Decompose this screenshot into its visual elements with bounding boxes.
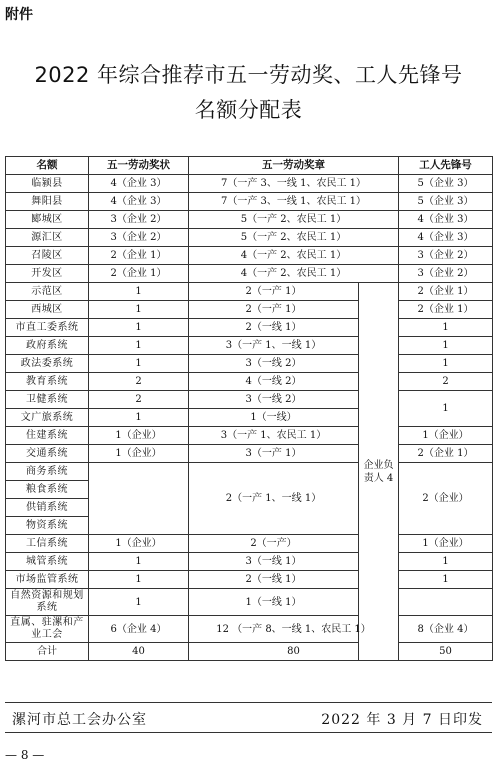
unit-name-cell: 商务系统 [6, 463, 89, 481]
total-award-cell: 40 [89, 643, 189, 661]
labor-medal-cell: 2（一产） [189, 535, 359, 553]
unit-name-cell: 召陵区 [6, 247, 89, 265]
unit-name-cell: 交通系统 [6, 445, 89, 463]
labor-award-cell: 2 [89, 373, 189, 391]
issue-date: 2022 年 3 月 7 日印发 [321, 712, 483, 728]
labor-medal-cell: 1（一线） [189, 409, 359, 427]
table-row [6, 535, 493, 553]
table-row [6, 553, 493, 571]
labor-award-cell: 6（企业 4） [89, 616, 189, 643]
table-row [6, 265, 493, 283]
header-labor-award: 五一劳动奖状 [89, 157, 189, 175]
labor-award-cell: 3（企业 2） [89, 211, 189, 229]
labor-award-cell [89, 463, 189, 535]
table-row [6, 643, 493, 661]
worker-pioneer-cell: 5（企业 3） [399, 175, 493, 193]
unit-name-cell: 舞阳县 [6, 193, 89, 211]
worker-pioneer-cell [399, 589, 493, 616]
worker-pioneer-cell: 2（企业） [399, 463, 493, 535]
worker-pioneer-cell: 1 [399, 571, 493, 589]
worker-pioneer-cell: 3（企业 2） [399, 265, 493, 283]
worker-pioneer-cell: 1 [399, 355, 493, 373]
labor-medal-cell: 3（一产 1） [189, 445, 359, 463]
labor-award-cell: 2（企业 1） [89, 247, 189, 265]
table-row [6, 175, 493, 193]
labor-award-cell: 1 [89, 589, 189, 616]
footer-rule-top [5, 702, 492, 703]
labor-medal-cell: 2（一线 1） [189, 319, 359, 337]
header-worker-pioneer: 工人先锋号 [399, 157, 493, 175]
labor-medal-cell: 3（一线 2） [189, 391, 359, 409]
table-row [6, 391, 493, 409]
worker-pioneer-cell: 3（企业 2） [399, 247, 493, 265]
unit-name-cell: 源汇区 [6, 229, 89, 247]
table-row [6, 571, 493, 589]
labor-medal-cell: 4（一线 2） [189, 373, 359, 391]
labor-medal-cell: 1（一线 1） [189, 589, 359, 616]
worker-pioneer-cell: 2（企业 1） [399, 283, 493, 301]
worker-pioneer-cell: 1 [399, 553, 493, 571]
table-row [6, 616, 493, 643]
unit-name-cell: 示范区 [6, 283, 89, 301]
labor-award-cell: 2（企业 1） [89, 265, 189, 283]
labor-medal-cell: 2（一产 1） [189, 283, 359, 301]
labor-award-cell: 4（企业 3） [89, 175, 189, 193]
labor-award-cell: 1 [89, 571, 189, 589]
enterprise-leader-note: 企业负责人 4 [359, 283, 399, 661]
unit-name-cell: 直属、驻漯和产业工会 [6, 616, 89, 643]
labor-award-cell: 1 [89, 355, 189, 373]
labor-medal-cell: 7（一产 3、一线 1、农民工 1） [189, 175, 399, 193]
labor-award-cell: 1 [89, 337, 189, 355]
unit-name-cell: 市直工委系统 [6, 319, 89, 337]
labor-award-cell: 1 [89, 319, 189, 337]
table-row [6, 445, 493, 463]
labor-medal-cell: 3（一产 1、农民工 1） [189, 427, 359, 445]
labor-award-cell: 3（企业 2） [89, 229, 189, 247]
labor-medal-cell: 4（一产 2、农民工 1） [189, 265, 399, 283]
worker-pioneer-cell: 8（企业 4） [399, 616, 493, 643]
unit-name-cell: 文广旅系统 [6, 409, 89, 427]
unit-name-cell: 粮食系统 [6, 481, 89, 499]
labor-medal-cell: 12 （一产 8、一线 1、农民工 1） [189, 616, 399, 643]
labor-award-cell: 4（企业 3） [89, 193, 189, 211]
worker-pioneer-cell: 1 [399, 391, 493, 427]
unit-name-cell: 临颍县 [6, 175, 89, 193]
unit-name-cell: 卫健系统 [6, 391, 89, 409]
labor-medal-cell: 3（一线 1） [189, 553, 359, 571]
table-row [6, 589, 493, 616]
labor-medal-cell: 2（一产 1） [189, 301, 359, 319]
unit-name-cell: 政府系统 [6, 337, 89, 355]
table-row [6, 229, 493, 247]
unit-name-cell: 西城区 [6, 301, 89, 319]
unit-name-cell: 物资系统 [6, 517, 89, 535]
attachment-label: 附件 [5, 7, 33, 23]
table-row [6, 301, 493, 319]
labor-medal-cell: 2（一线 1） [189, 571, 359, 589]
unit-name-cell: 政法委系统 [6, 355, 89, 373]
unit-name-cell: 郾城区 [6, 211, 89, 229]
total-medal-cell: 80 [189, 643, 399, 661]
worker-pioneer-cell: 1 [399, 319, 493, 337]
worker-pioneer-cell: 2（企业 1） [399, 301, 493, 319]
unit-name-cell: 市场监管系统 [6, 571, 89, 589]
labor-medal-cell: 5（一产 2、农民工 1） [189, 211, 399, 229]
labor-medal-cell: 2（一产 1、一线 1） [189, 463, 359, 535]
header-quota: 名额 [6, 157, 89, 175]
labor-medal-cell: 7（一产 3、一线 1、农民工 1） [189, 193, 399, 211]
page-title: 2022 年综合推荐市五一劳动奖、工人先锋号 [34, 63, 463, 87]
labor-award-cell: 1 [89, 283, 189, 301]
unit-name-cell: 教育系统 [6, 373, 89, 391]
labor-medal-cell: 4（一产 2、农民工 1） [189, 247, 399, 265]
table-row [6, 427, 493, 445]
quota-table [5, 156, 493, 661]
labor-award-cell: 1（企业） [89, 535, 189, 553]
unit-name-cell: 城管系统 [6, 553, 89, 571]
table-row [6, 193, 493, 211]
labor-award-cell: 1 [89, 409, 189, 427]
total-pioneer-cell: 50 [399, 643, 493, 661]
labor-medal-cell: 5（一产 2、农民工 1） [189, 229, 399, 247]
issuing-office: 漯河市总工会办公室 [12, 712, 147, 728]
labor-award-cell: 1 [89, 301, 189, 319]
footer-rule-bottom [5, 732, 492, 733]
labor-award-cell: 1（企业） [89, 427, 189, 445]
labor-award-cell: 2 [89, 391, 189, 409]
table-row [6, 337, 493, 355]
worker-pioneer-cell: 1（企业） [399, 427, 493, 445]
table-row [6, 283, 493, 301]
header-labor-medal: 五一劳动奖章 [189, 157, 399, 175]
unit-name-cell: 自然资源和规划系统 [6, 589, 89, 616]
table-row [6, 319, 493, 337]
table-header-row [6, 157, 493, 175]
unit-name-cell: 住建系统 [6, 427, 89, 445]
table-row [6, 355, 493, 373]
page-subtitle: 名额分配表 [194, 98, 303, 122]
worker-pioneer-cell: 4（企业 3） [399, 229, 493, 247]
table-row [6, 463, 493, 481]
labor-medal-cell: 3（一线 2） [189, 355, 359, 373]
worker-pioneer-cell: 2（企业 1） [399, 445, 493, 463]
total-label-cell: 合计 [6, 643, 89, 661]
worker-pioneer-cell: 5（企业 3） [399, 193, 493, 211]
table-row [6, 211, 493, 229]
worker-pioneer-cell: 2 [399, 373, 493, 391]
labor-award-cell: 1 [89, 553, 189, 571]
table-row [6, 373, 493, 391]
unit-name-cell: 工信系统 [6, 535, 89, 553]
worker-pioneer-cell: 4（企业 3） [399, 211, 493, 229]
table-row [6, 247, 493, 265]
unit-name-cell: 开发区 [6, 265, 89, 283]
page-number: — 8 — [5, 748, 45, 762]
labor-award-cell: 1（企业） [89, 445, 189, 463]
worker-pioneer-cell: 1（企业） [399, 535, 493, 553]
labor-medal-cell: 3（一产 1、一线 1） [189, 337, 359, 355]
worker-pioneer-cell: 1 [399, 337, 493, 355]
unit-name-cell: 供销系统 [6, 499, 89, 517]
